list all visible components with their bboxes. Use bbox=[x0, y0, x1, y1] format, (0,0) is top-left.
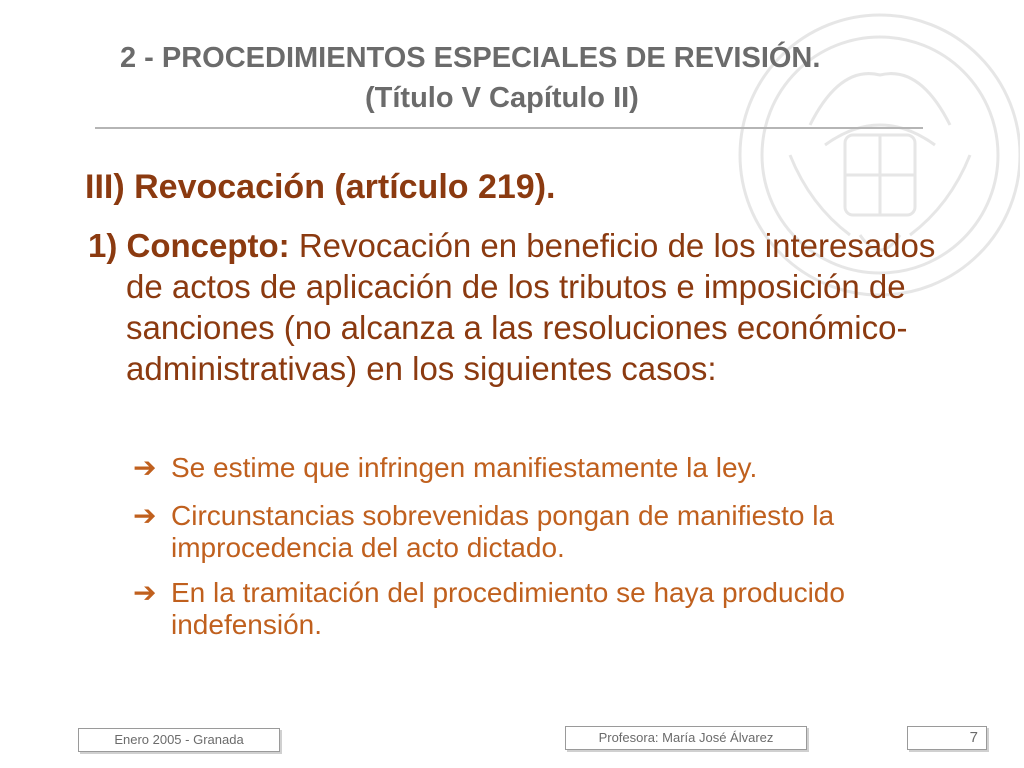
concept-text: Revocación en beneficio de los interesados de actos de aplicación de los tributos e imposición de sanciones (no alcanza a las resoluciones económico-administrativas) en los siguientes casos: bbox=[126, 227, 936, 387]
concept-paragraph bbox=[88, 225, 946, 389]
slide-title bbox=[95, 38, 955, 118]
slide-title-line1: 2 - PROCEDIMIENTOS ESPECIALES DE REVISIÓN. bbox=[120, 42, 821, 74]
concept-label: 1) Concepto: bbox=[88, 227, 290, 264]
arrow-right-icon: ➔ bbox=[133, 577, 157, 608]
list-item-text: Circunstancias sobrevenidas pongan de manifiesto la improcedencia del acto dictado. bbox=[171, 500, 835, 563]
arrow-right-icon: ➔ bbox=[133, 452, 157, 483]
list-item bbox=[133, 577, 893, 641]
list-item-text: En la tramitación del procedimiento se haya producido indefensión. bbox=[171, 577, 845, 640]
page-number-text: 7 bbox=[969, 729, 978, 746]
footer-date: Enero 2005 - Granada bbox=[78, 728, 280, 752]
arrow-right-icon: ➔ bbox=[133, 500, 157, 531]
list-item-text: Se estime que infringen manifiestamente la ley. bbox=[171, 452, 758, 483]
list-item bbox=[133, 500, 893, 564]
title-divider bbox=[95, 127, 923, 129]
slide-title-line2: (Título V Capítulo II) bbox=[365, 82, 639, 114]
page-number bbox=[907, 726, 987, 750]
case-list bbox=[133, 452, 893, 654]
footer-professor: Profesora: María José Álvarez bbox=[565, 726, 807, 750]
section-heading: III) Revocación (artículo 219). bbox=[85, 168, 556, 206]
list-item bbox=[133, 452, 893, 484]
